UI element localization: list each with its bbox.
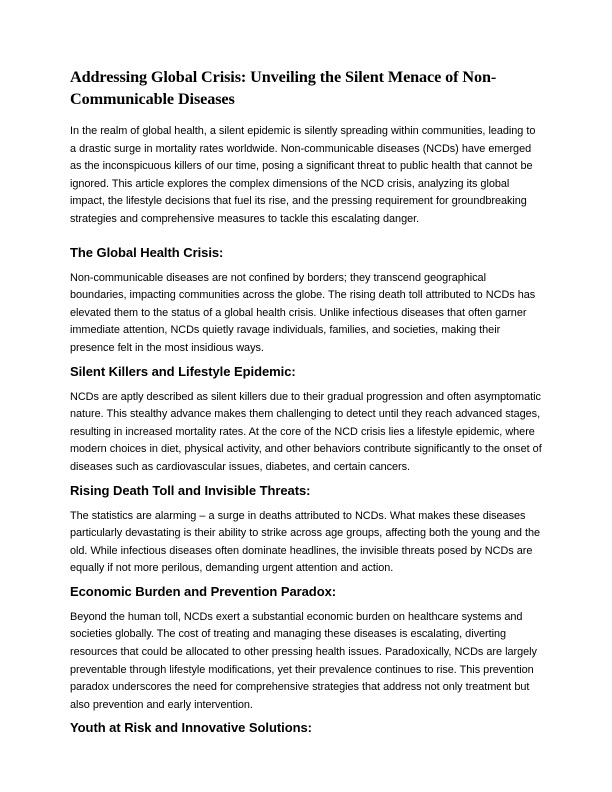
section-heading-rising-death-toll: Rising Death Toll and Invisible Threats: (70, 482, 311, 498)
section-rising-death-toll (70, 482, 544, 578)
document-body (70, 66, 544, 745)
section-heading-youth-at-risk: Youth at Risk and Innovative Solutions: (70, 720, 312, 736)
section-heading-global-health-crisis: The Global Health Crisis: (70, 244, 224, 260)
section-body-silent-killers: NCDs are aptly described as silent killers due to their gradual progression and often asymptomatic nature. This stealthy advance makes them challenging to detect until they reach advanced stages, resulting in increased mortality rates. At the core of the NCD crisis lies a lifestyle epidemic, where modern choices in diet, physical activity, and other behaviors contribute significantly to the onset of diseases such as cardiovascular issues, diabetes, and certain cancers. (70, 390, 542, 473)
section-silent-killers (70, 363, 544, 477)
section-heading-economic-burden: Economic Burden and Prevention Paradox: (70, 583, 337, 599)
section-body-global-health-crisis: Non-communicable diseases are not confined by borders; they transcend geographical boundaries, impacting communities across the globe. The rising death toll attributed to NCDs has elevated them to the status of a global health crisis. Unlike infectious diseases that often garner immediate attention, NCDs quietly ravage individuals, families, and societies, making their presence felt in the most insidious ways. (70, 271, 536, 354)
page-title: Addressing Global Crisis: Unveiling the Silent Menace of Non-Communicable Diseases (70, 68, 497, 108)
section-body-economic-burden: Beyond the human toll, NCDs exert a substantial economic burden on healthcare systems and societies globally. The cost of treating and managing these diseases is escalating, diverting resources that could be allocated to other pressing health issues. Paradoxically, NCDs are largely preventable through lifestyle modifications, yet their prevalence continues to rise. This prevention paradox underscores the need for comprehensive strategies that address not only treatment but also prevention and early intervention. (70, 610, 537, 711)
intro-paragraph: In the realm of global health, a silent epidemic is silently spreading within communities, leading to a drastic surge in mortality rates worldwide. Non-communicable diseases (NCDs) have emerged as the inconspicuous killers of our time, posing a significant threat to public health that cannot be ignored. This article explores the complex dimensions of the NCD crisis, analyzing its global impact, the lifestyle decisions that fuel its rise, and the pressing requirement for groundbreaking strategies and comprehensive measures to tackle this escalating danger. (70, 125, 536, 225)
section-global-health-crisis (70, 244, 544, 358)
section-youth-at-risk (70, 719, 544, 736)
section-economic-burden (70, 583, 544, 715)
section-body-rising-death-toll: The statistics are alarming – a surge in deaths attributed to NCDs. What makes these diseases particularly devastating is their ability to strike across age groups, affecting both the young and the old. While infectious diseases often dominate headlines, the invisible threats posed by NCDs are equally if not more perilous, demanding urgent attention and action. (70, 509, 540, 575)
section-heading-silent-killers: Silent Killers and Lifestyle Epidemic: (70, 363, 296, 379)
